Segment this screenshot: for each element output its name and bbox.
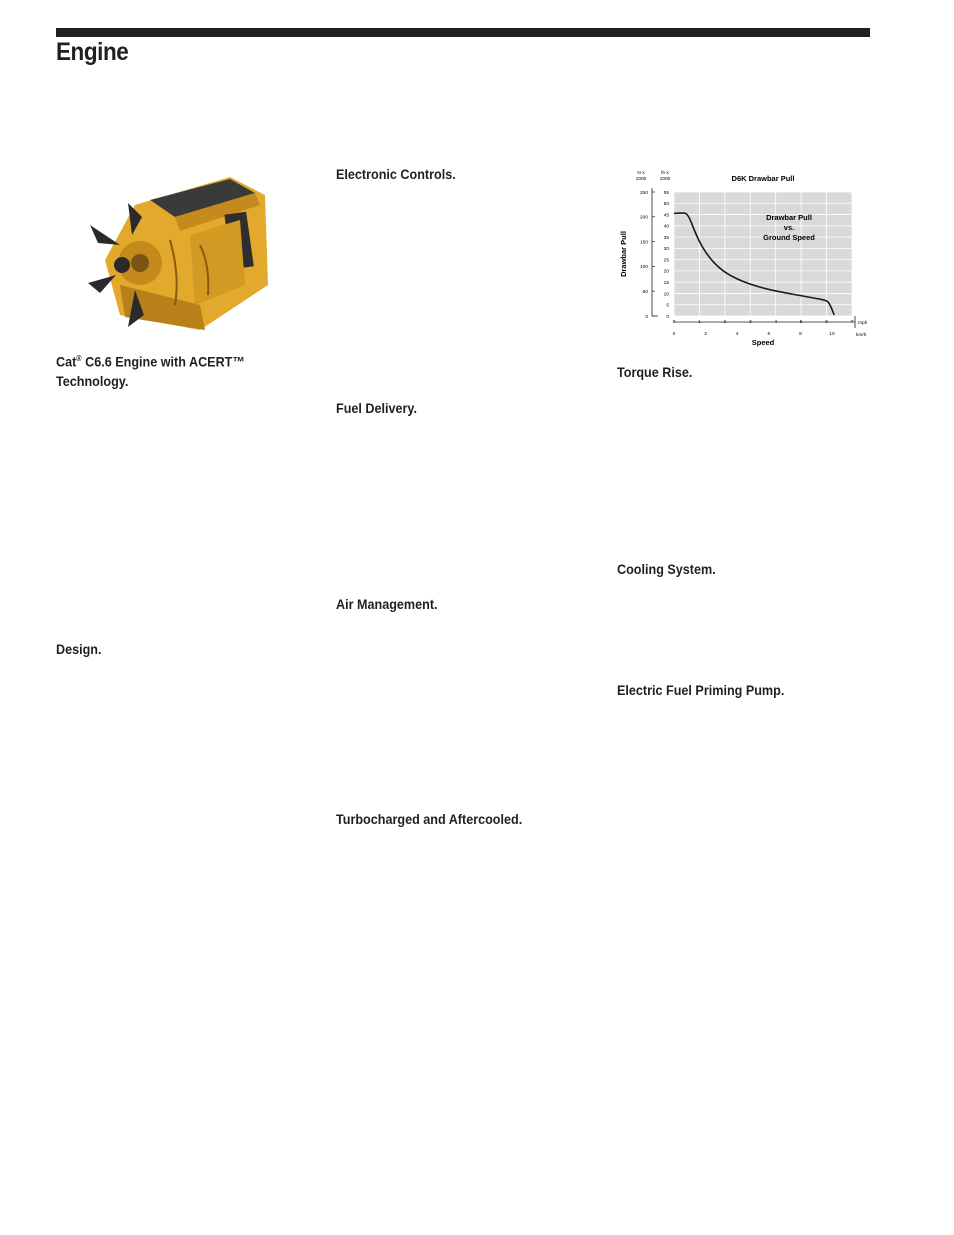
lb-tick-label: 5 [666, 303, 669, 309]
heading-fuel-delivery: Fuel Delivery. [336, 400, 418, 416]
heading-air-management: Air Management. [336, 596, 438, 612]
drawbar-pull-chart [612, 164, 874, 350]
kn-tick-label: 100 [639, 265, 648, 271]
kn-tick-label: 50 [642, 290, 648, 295]
heading-torque-rise: Torque Rise. [617, 364, 693, 380]
kn-tick-label: 0 [645, 314, 648, 320]
kn-tick-label: 150 [639, 240, 648, 246]
lb-header-1: lb x [661, 171, 669, 176]
mph-unit: mph [858, 321, 868, 326]
mph-tick-label: 4 [774, 320, 778, 325]
y-axis-label: Drawbar Pull [619, 231, 628, 277]
kn-tick-label: 250 [639, 190, 648, 196]
annotation-line1: Drawbar Pull [766, 213, 812, 222]
mph-tick-label: 1 [698, 320, 701, 325]
lb-tick-label: 45 [663, 213, 669, 219]
engine-block [105, 177, 268, 330]
annotation-line3: Ground Speed [763, 233, 815, 242]
lb-tick-label: 10 [663, 292, 669, 298]
kmh-tick-label: 8 [799, 332, 802, 337]
kmh-tick-label: 0 [672, 332, 676, 337]
lb-tick-label: 25 [663, 258, 669, 264]
lb-tick-label: 35 [663, 235, 669, 241]
caption-line1: C6.6 Engine with ACERT™ [81, 353, 245, 370]
heading-turbocharged: Turbocharged and Aftercooled. [336, 811, 523, 827]
kmh-unit: km/h [856, 333, 867, 338]
lb-header-2: 1000 [659, 177, 671, 182]
engine-image [80, 165, 275, 335]
mph-tick-label: 7 [850, 320, 854, 325]
lb-tick-label: 55 [663, 190, 669, 196]
mph-tick-label: 3 [748, 320, 752, 325]
mph-tick-label: 2 [723, 320, 727, 325]
x-axis-label: Speed [751, 338, 775, 347]
plot-area [674, 192, 852, 316]
lb-tick-label: 40 [663, 224, 669, 230]
annotation-line2: vs. [783, 223, 795, 232]
header-rule [56, 28, 870, 37]
heading-electric-fuel-priming: Electric Fuel Priming Pump. [617, 682, 785, 698]
lb-tick-label: 50 [663, 202, 669, 208]
kmh-tick-label: 6 [767, 332, 771, 337]
caption-line2: Technology. [56, 372, 129, 389]
heading-cooling-system: Cooling System. [617, 561, 716, 577]
lb-tick-label: 15 [663, 280, 669, 286]
kmh-tick-label: 10 [829, 332, 835, 337]
registered-mark: ® [76, 354, 82, 363]
kn-tick-label: 200 [639, 215, 648, 221]
engine-caption [56, 349, 245, 391]
heading-design: Design. [56, 641, 102, 657]
heading-electronic-controls: Electronic Controls. [336, 166, 456, 182]
mph-tick-label: 6 [825, 320, 828, 325]
caption-brand: Cat [56, 353, 77, 370]
kmh-tick-label: 4 [735, 332, 739, 337]
kmh-tick-label: 2 [704, 332, 707, 337]
lb-tick-label: 20 [663, 269, 669, 275]
lb-tick-label: 0 [666, 314, 669, 320]
lb-tick-label: 30 [663, 247, 669, 253]
mph-tick-label: 0 [672, 320, 676, 325]
mph-tick-label: 5 [799, 320, 803, 325]
page-title: Engine [56, 38, 129, 66]
kn-header-1: N x [637, 171, 645, 176]
chart-title: D6K Drawbar Pull [731, 174, 795, 183]
kn-header-2: 1000 [635, 177, 647, 182]
